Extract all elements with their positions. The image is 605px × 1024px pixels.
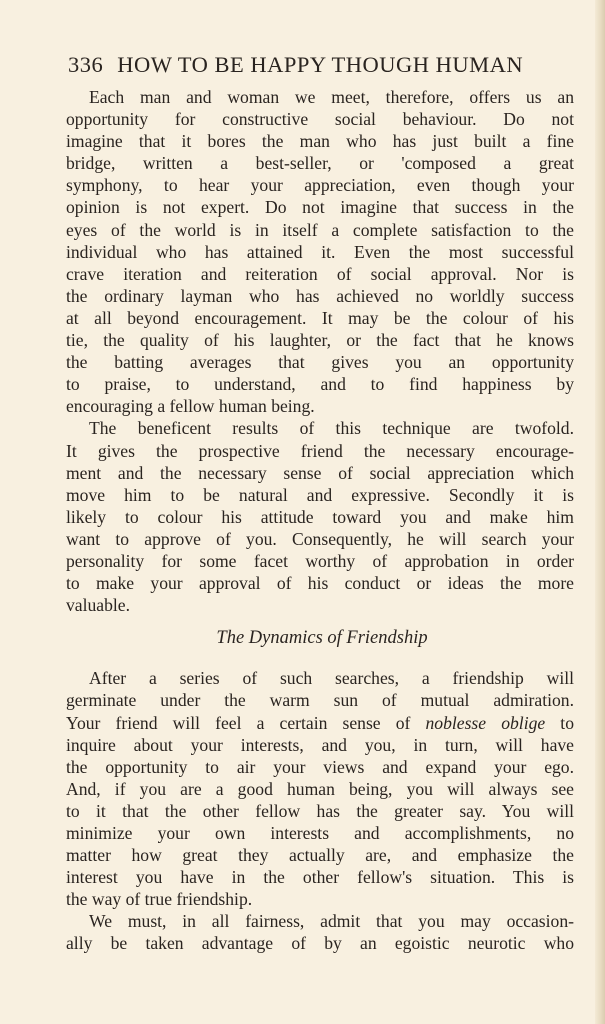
text-run: Your friend will feel a certain sense of <box>66 712 426 733</box>
text-line: bridge, written a best-seller, or 'composed a great <box>66 153 574 174</box>
text-line: valuable. <box>66 595 130 616</box>
text-line: After a series of such searches, a friendship will <box>89 668 574 689</box>
text-line: eyes of the world is in itself a complete satisfaction to the <box>66 219 574 240</box>
paragraph-4 <box>66 910 574 954</box>
paragraph-1 <box>66 86 574 417</box>
running-head: HOW TO BE HAPPY THOUGH HUMAN <box>117 52 524 77</box>
page-number: 336 <box>68 52 104 77</box>
text-line: personality for some facet worthy of approbation in order <box>66 550 574 571</box>
text-line: move him to be natural and expressive. Secondly it is <box>66 484 574 505</box>
text-line: to praise, to understand, and to find happiness by <box>66 374 574 395</box>
text-line: opportunity for constructive social behaviour. Do not <box>66 109 574 130</box>
text-line: the batting averages that gives you an opportunity <box>66 352 574 373</box>
text-line: matter how great they actually are, and emphasize the <box>66 845 574 866</box>
text-line: We must, in all fairness, admit that you may occasion- <box>89 911 574 932</box>
text-line: likely to colour his attitude toward you and make him <box>66 506 574 527</box>
paragraph-2 <box>66 417 574 616</box>
text-line-mixed <box>66 712 574 734</box>
text-line: inquire about your interests, and you, in turn, will have <box>66 734 574 755</box>
text-line: encouraging a fellow human being. <box>66 396 315 417</box>
text-line: the opportunity to air your views and expand your ego. <box>66 756 574 777</box>
text-line: imagine that it bores the man who has just built a fine <box>66 131 574 152</box>
text-line: crave iteration and reiteration of social approval. Nor is <box>66 263 574 284</box>
text-line: at all beyond encouragement. It may be the colour of his <box>66 307 574 328</box>
text-line: ally be taken advantage of by an egoistic neurotic who <box>66 933 574 954</box>
page-body <box>66 86 574 955</box>
text-line: to it that the other fellow has the greater say. You will <box>66 800 574 821</box>
text-line: tie, the quality of his laughter, or the fact that he knows <box>66 330 574 351</box>
text-line: opinion is not expert. Do not imagine that success in the <box>66 197 574 218</box>
text-line: symphony, to hear your appreciation, even though your <box>66 175 574 196</box>
text-line: Each man and woman we meet, therefore, offers us an <box>89 87 574 107</box>
page-header <box>68 52 578 78</box>
text-line: the ordinary layman who has achieved no worldly success <box>66 285 574 306</box>
text-line: to make your approval of his conduct or ideas the more <box>66 573 574 594</box>
text-line: germinate under the warm sun of mutual admiration. <box>66 690 574 711</box>
text-line: ment and the necessary sense of social appreciation which <box>66 462 574 483</box>
text-line: And, if you are a good human being, you will always see <box>66 778 574 799</box>
paragraph-3 <box>66 667 574 910</box>
italic-phrase: noblesse oblige <box>425 712 546 733</box>
page-edge-shadow <box>595 0 605 1024</box>
text-line: interest you have in the other fellow's situation. This is <box>66 867 574 888</box>
text-line: want to approve of you. Consequently, he will search your <box>66 528 574 549</box>
text-line: minimize your own interests and accomplishments, no <box>66 823 574 843</box>
section-subheading: The Dynamics of Friendship <box>216 628 428 649</box>
text-run: to <box>545 712 574 733</box>
text-line: individual who has attained it. Even the most successful <box>66 241 574 262</box>
text-line: the way of true friendship. <box>66 889 253 910</box>
text-line: It gives the prospective friend the necessary encourage- <box>66 440 574 461</box>
text-line: The beneficent results of this technique are twofold. <box>89 418 574 439</box>
